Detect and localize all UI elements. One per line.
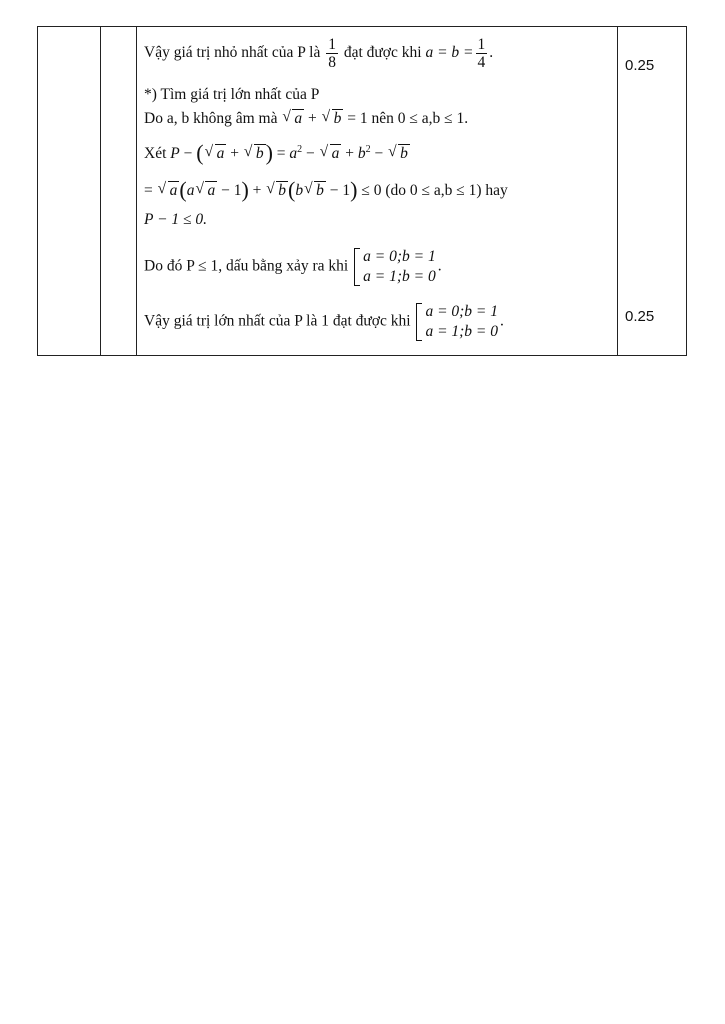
line-nonnegative: Do a, b không âm mà √ a + √ b = 1 nên 0 ≤ a,b ≤ 1. [144, 110, 468, 128]
column-divider-1 [100, 27, 101, 355]
line-max-result: Vậy giá trị lớn nhất của P là 1 đạt được khi a = 0;b = 1 a = 1;b = 0 . [144, 303, 504, 340]
line-min-result: Vậy giá trị nhỏ nhất của P là $\frac{1}{8}$ đạt được khi a = b = $\frac{1}{4}$ . [144, 36, 494, 71]
score-cell-2: 0.25 [625, 308, 655, 325]
line-consider: Xét P − (√ a + √ $b) = a^2$ − √ $a + b^2$ − √ b [144, 141, 410, 163]
line-equality-condition: Do đó P ≤ 1, dấu bằng xảy ra khi a = 0;b = 1 a = 1;b = 0 . [144, 248, 442, 285]
column-divider-2 [136, 27, 137, 355]
line-p-minus-one: P − 1 ≤ 0. [144, 211, 208, 228]
line-factorization: = √ a(a√ a − 1) + √ b(b√ b − 1) ≤ 0 (do 0 ≤ a,b ≤ 1) hay [144, 181, 508, 200]
fraction-one-quarter: $\frac{1}{4}$ [477, 36, 486, 71]
column-divider-3 [617, 27, 618, 355]
fraction-one-eighth: $\frac{1}{8}$ [328, 36, 336, 71]
score-cell-1: 0.25 [625, 57, 655, 74]
line-find-max: *) Tìm giá trị lớn nhất của P [144, 86, 320, 103]
case-system-final: a = 0;b = 1 a = 1;b = 0 [416, 302, 498, 342]
case-system: a = 0;b = 1 a = 1;b = 0 [354, 247, 436, 287]
